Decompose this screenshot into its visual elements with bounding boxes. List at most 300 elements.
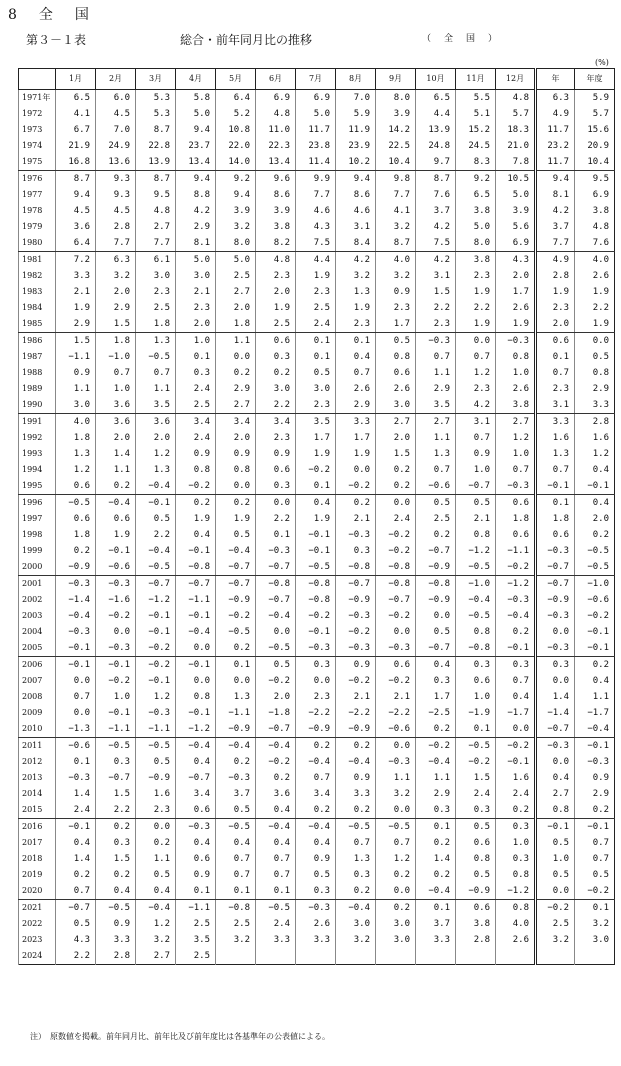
value-cell: 5.3 (136, 90, 176, 107)
value-cell: 0.3 (416, 673, 456, 689)
value-cell: −0.4 (336, 754, 376, 770)
value-cell: 0.9 (216, 446, 256, 462)
value-cell: 2.2 (416, 300, 456, 316)
value-cell: 13.4 (176, 154, 216, 171)
value-cell: 0.3 (536, 657, 575, 674)
value-cell: 0.1 (536, 495, 575, 512)
value-cell: −0.2 (336, 673, 376, 689)
value-cell: 0.8 (456, 527, 496, 543)
value-cell: 1.8 (216, 316, 256, 333)
value-cell: 2.2 (575, 300, 615, 316)
value-cell: −0.3 (336, 527, 376, 543)
value-cell: 3.2 (376, 268, 416, 284)
value-cell: 0.1 (56, 754, 96, 770)
value-cell: −0.1 (96, 657, 136, 674)
table-row (19, 511, 615, 527)
value-cell: 0.8 (176, 462, 216, 478)
value-cell: 1.9 (296, 446, 336, 462)
value-cell: 2.6 (496, 932, 536, 948)
value-cell: 1.3 (336, 851, 376, 867)
value-cell: 2.3 (536, 300, 575, 316)
value-cell: 13.6 (96, 154, 136, 171)
value-cell: 9.4 (176, 122, 216, 138)
table-row (19, 462, 615, 478)
value-cell: 5.1 (456, 106, 496, 122)
value-cell: 1.0 (496, 446, 536, 462)
value-cell: 1.9 (96, 527, 136, 543)
value-cell: 0.9 (96, 916, 136, 932)
value-cell: 0.2 (575, 802, 615, 819)
table-row (19, 948, 615, 965)
value-cell: −0.4 (216, 543, 256, 559)
value-cell: 2.0 (216, 300, 256, 316)
value-cell: 2.8 (96, 219, 136, 235)
value-cell: 0.2 (416, 721, 456, 738)
value-cell: 0.5 (575, 349, 615, 365)
value-cell: 1.1 (416, 430, 456, 446)
value-cell: −0.4 (575, 721, 615, 738)
value-cell: −1.2 (176, 721, 216, 738)
value-cell: 9.7 (416, 154, 456, 171)
value-cell: 0.2 (256, 770, 296, 786)
value-cell: 2.4 (376, 511, 416, 527)
value-cell: −0.2 (96, 608, 136, 624)
value-cell: 0.6 (256, 462, 296, 478)
value-cell: 1.0 (496, 365, 536, 381)
value-cell: 0.0 (216, 349, 256, 365)
value-cell: 8.2 (256, 235, 296, 252)
value-cell: −0.4 (416, 883, 456, 900)
value-cell: 23.9 (336, 138, 376, 154)
value-cell: 3.8 (256, 219, 296, 235)
value-cell: −0.9 (296, 721, 336, 738)
year-cell: 2008 (19, 689, 56, 705)
table-row (19, 624, 615, 640)
value-cell: 2.1 (376, 689, 416, 705)
table-row (19, 576, 615, 593)
value-cell: 2.1 (176, 284, 216, 300)
value-cell: 13.4 (256, 154, 296, 171)
value-cell: −1.0 (456, 576, 496, 593)
value-cell: 3.3 (536, 414, 575, 431)
value-cell: 0.4 (416, 657, 456, 674)
value-cell: −0.2 (296, 608, 336, 624)
value-cell: −0.3 (296, 640, 336, 657)
value-cell: 2.0 (496, 268, 536, 284)
value-cell (416, 948, 456, 965)
value-cell: 4.1 (56, 106, 96, 122)
value-cell: 9.8 (376, 171, 416, 188)
value-cell: 3.1 (416, 268, 456, 284)
table-row (19, 705, 615, 721)
value-cell: −0.6 (575, 592, 615, 608)
value-cell: −0.1 (176, 705, 216, 721)
value-cell: 2.3 (176, 300, 216, 316)
value-cell: 0.4 (136, 883, 176, 900)
value-cell: 0.6 (376, 365, 416, 381)
value-cell: 18.3 (496, 122, 536, 138)
year-cell: 2022 (19, 916, 56, 932)
value-cell: 22.0 (216, 138, 256, 154)
value-cell: 0.6 (536, 333, 575, 350)
value-cell: −0.4 (256, 608, 296, 624)
value-cell: 0.4 (336, 349, 376, 365)
value-cell: −0.7 (416, 640, 456, 657)
value-cell: −1.9 (456, 705, 496, 721)
value-cell: 8.0 (216, 235, 256, 252)
value-cell: 0.6 (256, 333, 296, 350)
value-cell: 8.7 (136, 171, 176, 188)
value-cell: −0.5 (96, 738, 136, 755)
value-cell: −0.3 (575, 754, 615, 770)
value-cell: −0.9 (336, 592, 376, 608)
value-cell: −0.7 (416, 543, 456, 559)
value-cell: −0.3 (96, 576, 136, 593)
value-cell: 2.5 (176, 916, 216, 932)
value-cell: 2.4 (296, 316, 336, 333)
value-cell: −0.5 (216, 819, 256, 836)
table-row (19, 916, 615, 932)
table-row (19, 252, 615, 269)
value-cell: 3.3 (296, 932, 336, 948)
value-cell: 2.9 (56, 316, 96, 333)
table-row (19, 883, 615, 900)
value-cell: 1.7 (296, 430, 336, 446)
value-cell: −0.9 (416, 559, 456, 576)
year-cell: 1999 (19, 543, 56, 559)
value-cell: 2.7 (216, 397, 256, 414)
value-cell: 9.4 (536, 171, 575, 188)
value-cell: 0.2 (216, 640, 256, 657)
table-row (19, 900, 615, 917)
value-cell: 0.4 (536, 770, 575, 786)
value-cell: 2.9 (216, 381, 256, 397)
value-cell: −0.7 (256, 592, 296, 608)
value-cell: 0.2 (496, 802, 536, 819)
value-cell: 0.1 (256, 527, 296, 543)
table-row (19, 90, 615, 107)
column-header: 7月 (296, 69, 336, 90)
value-cell: 2.7 (376, 414, 416, 431)
value-cell: 6.4 (56, 235, 96, 252)
value-cell: −0.7 (376, 592, 416, 608)
value-cell: 22.8 (136, 138, 176, 154)
value-cell: −0.3 (536, 608, 575, 624)
value-cell: −0.2 (376, 608, 416, 624)
value-cell: 9.5 (575, 171, 615, 188)
value-cell: 15.6 (575, 122, 615, 138)
value-cell: 1.9 (496, 316, 536, 333)
value-cell: 0.6 (496, 527, 536, 543)
value-cell: 2.3 (456, 268, 496, 284)
table-row (19, 495, 615, 512)
value-cell: 8.7 (376, 235, 416, 252)
value-cell: 1.8 (136, 316, 176, 333)
value-cell: 0.6 (536, 527, 575, 543)
value-cell: 3.2 (336, 268, 376, 284)
value-cell: −1.4 (536, 705, 575, 721)
value-cell: 0.2 (216, 365, 256, 381)
value-cell: 1.9 (296, 268, 336, 284)
value-cell: 3.2 (96, 268, 136, 284)
value-cell: 2.8 (456, 932, 496, 948)
value-cell: 1.9 (336, 446, 376, 462)
value-cell: −0.1 (575, 738, 615, 755)
table-row (19, 802, 615, 819)
value-cell: 2.0 (575, 511, 615, 527)
value-cell: 0.2 (336, 802, 376, 819)
value-cell: 9.2 (456, 171, 496, 188)
value-cell: 4.5 (96, 106, 136, 122)
year-cell: 2020 (19, 883, 56, 900)
value-cell: 0.8 (496, 900, 536, 917)
value-cell: 2.6 (296, 916, 336, 932)
year-cell: 1998 (19, 527, 56, 543)
table-row (19, 835, 615, 851)
table-row (19, 365, 615, 381)
value-cell: 1.4 (56, 786, 96, 802)
year-cell: 2003 (19, 608, 56, 624)
value-cell: 2.0 (256, 689, 296, 705)
value-cell: 2.3 (136, 284, 176, 300)
value-cell: 2.1 (56, 284, 96, 300)
value-cell: −0.1 (296, 624, 336, 640)
value-cell: −0.4 (176, 624, 216, 640)
value-cell: 3.1 (536, 397, 575, 414)
year-cell: 1977 (19, 187, 56, 203)
value-cell: 3.8 (456, 916, 496, 932)
table-row (19, 543, 615, 559)
value-cell: 2.6 (336, 381, 376, 397)
value-cell: 0.1 (296, 478, 336, 495)
value-cell: 3.0 (376, 932, 416, 948)
value-cell: 3.9 (376, 106, 416, 122)
table-row (19, 187, 615, 203)
table-row (19, 397, 615, 414)
value-cell: 0.7 (256, 851, 296, 867)
value-cell: −0.9 (456, 883, 496, 900)
value-cell: 0.0 (376, 738, 416, 755)
value-cell: 1.4 (536, 689, 575, 705)
value-cell: 0.8 (176, 689, 216, 705)
value-cell: 2.3 (296, 397, 336, 414)
value-cell: 0.2 (216, 495, 256, 512)
value-cell: 0.5 (456, 495, 496, 512)
value-cell: 8.4 (336, 235, 376, 252)
value-cell: −1.7 (496, 705, 536, 721)
year-cell: 1989 (19, 381, 56, 397)
value-cell: 1.9 (256, 300, 296, 316)
value-cell: 8.6 (256, 187, 296, 203)
value-cell: 7.0 (96, 122, 136, 138)
year-cell: 1972 (19, 106, 56, 122)
value-cell: 0.5 (56, 916, 96, 932)
value-cell: 3.7 (416, 916, 456, 932)
header-row (19, 69, 615, 90)
value-cell: 5.6 (496, 219, 536, 235)
column-header: 年度 (575, 69, 615, 90)
value-cell: 0.0 (96, 624, 136, 640)
value-cell: −1.0 (575, 576, 615, 593)
value-cell: 3.9 (256, 203, 296, 219)
value-cell: −0.4 (296, 754, 336, 770)
value-cell: −0.8 (176, 559, 216, 576)
value-cell: 2.3 (256, 268, 296, 284)
column-header: 年 (536, 69, 575, 90)
value-cell: 0.0 (376, 624, 416, 640)
value-cell: 11.7 (536, 122, 575, 138)
value-cell: −1.1 (96, 721, 136, 738)
value-cell: 1.0 (456, 462, 496, 478)
value-cell: 0.0 (176, 673, 216, 689)
value-cell: −0.9 (56, 559, 96, 576)
value-cell: 0.5 (136, 511, 176, 527)
value-cell: −0.8 (256, 576, 296, 593)
value-cell: 6.7 (56, 122, 96, 138)
year-cell: 2021 (19, 900, 56, 917)
value-cell: 0.2 (296, 738, 336, 755)
value-cell: −0.2 (376, 673, 416, 689)
column-header: 2月 (96, 69, 136, 90)
value-cell: 0.2 (416, 835, 456, 851)
table-title: 総合・前年同月比の推移 (180, 33, 313, 47)
value-cell: 2.2 (456, 300, 496, 316)
value-cell: 0.1 (216, 883, 256, 900)
value-cell: −0.6 (96, 559, 136, 576)
value-cell: 10.8 (216, 122, 256, 138)
value-cell: 9.2 (216, 171, 256, 188)
value-cell: 2.7 (216, 284, 256, 300)
value-cell: 2.7 (136, 219, 176, 235)
value-cell: −0.3 (216, 770, 256, 786)
footnote: 注） 原数値を掲載。前年同月比、前年比及び前年度比は各基準年の公表値による。 (30, 1032, 330, 1041)
value-cell: 0.4 (96, 883, 136, 900)
value-cell: 7.7 (296, 187, 336, 203)
value-cell: 1.3 (536, 446, 575, 462)
value-cell: 4.8 (575, 219, 615, 235)
value-cell: −0.6 (416, 478, 456, 495)
value-cell: −0.2 (575, 608, 615, 624)
value-cell: 0.6 (376, 657, 416, 674)
value-cell: 0.2 (256, 365, 296, 381)
value-cell: 0.5 (416, 624, 456, 640)
value-cell: 1.9 (296, 511, 336, 527)
value-cell: 6.3 (536, 90, 575, 107)
value-cell: 5.0 (176, 252, 216, 269)
value-cell: 2.4 (176, 381, 216, 397)
value-cell: 5.7 (575, 106, 615, 122)
value-cell: 1.9 (176, 511, 216, 527)
value-cell: 4.9 (536, 252, 575, 269)
table-row (19, 527, 615, 543)
value-cell: 2.0 (536, 316, 575, 333)
table-row (19, 559, 615, 576)
value-cell: 1.8 (496, 511, 536, 527)
value-cell: 6.9 (296, 90, 336, 107)
year-cell: 1996 (19, 495, 56, 512)
value-cell: 3.2 (136, 932, 176, 948)
column-header: 8月 (336, 69, 376, 90)
value-cell: −0.5 (216, 624, 256, 640)
value-cell: 2.0 (136, 430, 176, 446)
table-row (19, 721, 615, 738)
value-cell: 0.4 (256, 835, 296, 851)
table-row (19, 171, 615, 188)
value-cell: 0.0 (536, 883, 575, 900)
value-cell: 1.4 (96, 446, 136, 462)
value-cell: −0.1 (496, 754, 536, 770)
column-header: 3月 (136, 69, 176, 90)
value-cell: −0.7 (336, 576, 376, 593)
year-cell: 2014 (19, 786, 56, 802)
value-cell: 8.7 (56, 171, 96, 188)
value-cell: −0.1 (96, 705, 136, 721)
table-row (19, 819, 615, 836)
value-cell: −0.1 (56, 819, 96, 836)
year-cell: 1988 (19, 365, 56, 381)
value-cell: −0.4 (296, 819, 336, 836)
value-cell: −0.4 (96, 495, 136, 512)
value-cell: 2.1 (336, 511, 376, 527)
value-cell: −0.8 (336, 559, 376, 576)
year-cell: 2017 (19, 835, 56, 851)
value-cell: −0.1 (575, 640, 615, 657)
value-cell: 2.5 (136, 300, 176, 316)
year-cell: 1987 (19, 349, 56, 365)
year-cell: 1985 (19, 316, 56, 333)
value-cell: 4.0 (56, 414, 96, 431)
year-cell: 2007 (19, 673, 56, 689)
value-cell: 0.7 (256, 867, 296, 883)
value-cell: 1.0 (96, 381, 136, 397)
value-cell: −0.5 (256, 640, 296, 657)
table-row (19, 786, 615, 802)
value-cell: 2.0 (96, 284, 136, 300)
value-cell: 0.2 (376, 867, 416, 883)
value-cell: 0.1 (256, 883, 296, 900)
value-cell: 0.8 (376, 349, 416, 365)
value-cell: −0.7 (216, 576, 256, 593)
value-cell: −0.3 (496, 333, 536, 350)
value-cell: 2.3 (456, 381, 496, 397)
value-cell: −0.5 (56, 495, 96, 512)
value-cell: 0.1 (176, 883, 216, 900)
value-cell: 0.0 (136, 819, 176, 836)
value-cell (376, 948, 416, 965)
value-cell: 6.9 (496, 235, 536, 252)
value-cell: 3.6 (136, 414, 176, 431)
value-cell: 22.3 (256, 138, 296, 154)
value-cell: 0.5 (136, 754, 176, 770)
area-label: （ 全 国 ） (422, 34, 500, 44)
value-cell: 1.8 (536, 511, 575, 527)
value-cell: 0.4 (176, 527, 216, 543)
value-cell: 3.2 (216, 219, 256, 235)
value-cell: 2.0 (376, 430, 416, 446)
value-cell: 3.4 (176, 786, 216, 802)
value-cell: 1.9 (575, 284, 615, 300)
value-cell: −0.9 (136, 770, 176, 786)
value-cell: 6.0 (96, 90, 136, 107)
value-cell: 2.6 (575, 268, 615, 284)
value-cell: −0.3 (176, 819, 216, 836)
value-cell: 0.5 (456, 819, 496, 836)
value-cell: 21.9 (56, 138, 96, 154)
value-cell: 6.9 (575, 187, 615, 203)
value-cell: −0.1 (296, 527, 336, 543)
value-cell: 0.5 (216, 802, 256, 819)
value-cell: −0.1 (296, 543, 336, 559)
